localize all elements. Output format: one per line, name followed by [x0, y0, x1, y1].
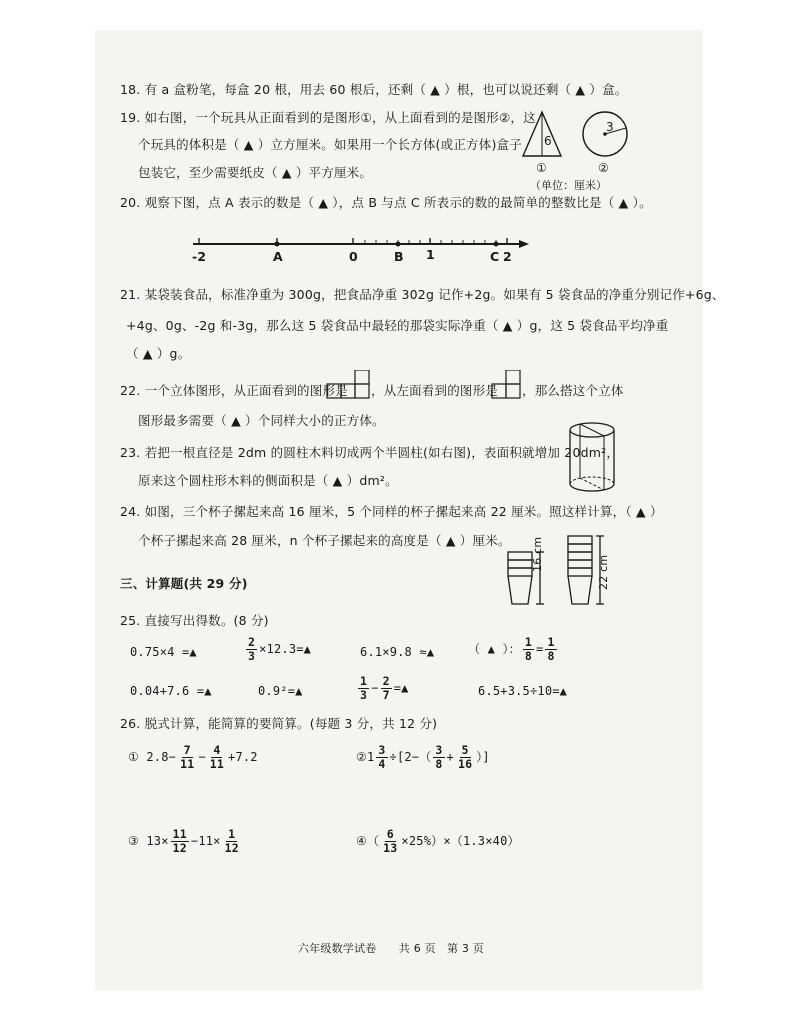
left-view-shape	[491, 370, 521, 400]
q25-item-c: 6.1×9.8 ≈▲	[360, 645, 435, 659]
q26-problem-1: ① 2.8− $\frac{7}{11}$ − $\frac{4}{11}$ +7.2	[128, 743, 258, 771]
question-19-line3: 包装它，至少需要纸皮（ ▲ ）平方厘米。	[138, 165, 373, 180]
q25-item-e: 0.04+7.6 =▲	[130, 684, 212, 698]
question-21-line1: 21. 某袋装食品，标准净重为 300g，把食品净重 302g 记作+2g。如果有 5 袋食品的净重分别记作+6g、	[120, 287, 725, 302]
triangle-height-label: 6	[544, 134, 552, 148]
section-3-title: 三、计算题(共 29 分)	[120, 576, 248, 591]
question-22-part-c: ，那么搭这个立体	[522, 383, 624, 398]
q26-problem-4: ④（ $\frac{6}{13}$ ×25%）×（1.3×40）	[356, 827, 520, 855]
numberline-label-neg2: -2	[192, 249, 207, 264]
question-21-line3: （ ▲ ）g。	[126, 346, 191, 361]
question-22-part-a: 22. 一个立体图形，从正面看到的图形是	[120, 383, 348, 398]
question-21-line2: +4g、0g、-2g 和-3g，那么这 5 袋食品中最轻的那袋实际净重（ ▲ ）g，这 5 袋食品平均净重	[126, 318, 669, 333]
front-view-shape	[326, 370, 370, 400]
q25-item-b: $\frac{2}{3}$ ×12.3=▲	[248, 635, 312, 663]
q25-item-g: $\frac{1}{3}$ − $\frac{2}{7}$ =▲	[360, 674, 409, 702]
unit-label: （单位：厘米）	[530, 179, 607, 192]
question-23-line1: 23. 若把一根直径是 2dm 的圆柱木料切成两个半圆柱(如右图)，表面积就增加 20dm²，	[120, 445, 620, 460]
question-19-line1: 19. 如右图，一个玩具从正面看到的是图形①，从上面看到的是图形②，这	[120, 110, 536, 125]
question-22-part-b: ，从左面看到的图形是	[371, 383, 499, 398]
numberline-label-2: 2	[503, 249, 512, 264]
numberline-label-B: B	[394, 249, 404, 264]
question-24-line2: 个杯子摞起来高 28 厘米，n 个杯子摞起来的高度是（ ▲ ）厘米。	[138, 533, 511, 548]
height-label-22cm: 22 cm	[597, 554, 610, 590]
numberline-label-1: 1	[426, 247, 435, 262]
circle-radius-label: 3	[606, 120, 614, 134]
numberline-label-A: A	[273, 249, 283, 264]
question-23-line2: 原来这个圆柱形木料的侧面积是（ ▲ ）dm²。	[138, 473, 398, 488]
q25-item-f: 0.9²=▲	[258, 684, 303, 698]
height-label-16cm: 16 cm	[531, 536, 544, 572]
q25-item-d: （ ▲ ）： $\frac{1}{8}$ = $\frac{1}{8}$	[468, 635, 555, 663]
figure-1-label: ①	[536, 161, 547, 175]
page-footer: 六年级数学试卷 共 6 页 第 3 页	[298, 942, 484, 955]
question-26: 26. 脱式计算，能简算的要简算。(每题 3 分，共 12 分)	[120, 716, 438, 731]
question-24-line1: 24. 如图，三个杯子摞起来高 16 厘米，5 个同样的杯子摞起来高 22 厘米。照这样计算，（ ▲ ）	[120, 504, 663, 519]
q25-item-a: 0.75×4 =▲	[130, 645, 197, 659]
q25-item-h: 6.5+3.5÷10=▲	[478, 684, 568, 698]
numberline-label-0: 0	[349, 249, 358, 264]
numberline-label-C: C	[490, 249, 500, 264]
question-20: 20. 观察下图，点 A 表示的数是（ ▲ ），点 B 与点 C 所表示的数的最简单的整数比是（ ▲ ）。	[120, 195, 652, 210]
figure-2-label: ②	[598, 161, 609, 175]
cylinder-figure	[566, 420, 618, 496]
question-22-line2: 图形最多需要（ ▲ ）个同样大小的正方体。	[138, 413, 385, 428]
question-25: 25. 直接写出得数。(8 分)	[120, 613, 269, 628]
question-18: 18. 有 a 盒粉笔，每盒 20 根，用去 60 根后，还剩（ ▲ ）根，也可以说还剩（ ▲ ）盒。	[120, 82, 628, 97]
question-19-line2: 个玩具的体积是（ ▲ ）立方厘米。如果用一个长方体(或正方体)盒子	[138, 137, 522, 152]
q26-problem-2: ②1 $\frac{3}{4}$ ÷[2−（ $\frac{3}{8}$ + $\frac{5}{16}$ ）]	[356, 743, 490, 771]
q26-problem-3: ③ 13× $\frac{11}{12}$ −11× $\frac{1}{12}$	[128, 827, 239, 855]
